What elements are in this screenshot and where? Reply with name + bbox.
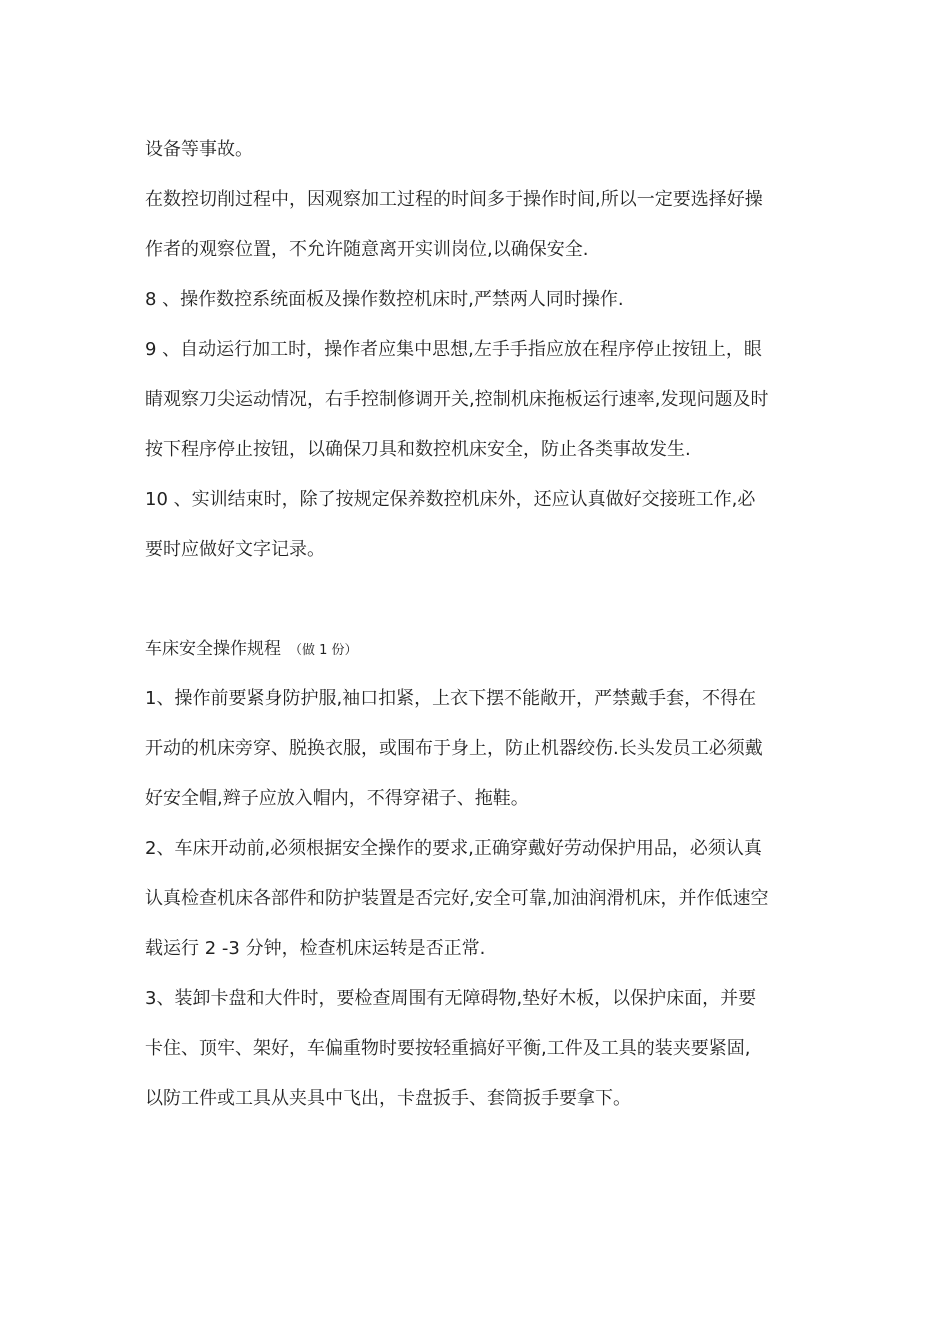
rule-item-8: 8 、操作数控系统面板及操作数控机床时,严禁两人同时操作.: [145, 289, 624, 310]
paragraph-line: 设备等事故。: [145, 139, 253, 160]
paragraph-line: 认真检查机床各部件和防护装置是否完好,安全可靠,加油润滑机床，并作低速空: [145, 888, 769, 909]
paragraph-line: 在数控切削过程中，因观察加工过程的时间多于操作时间,所以一定要选择好操: [145, 189, 763, 210]
paragraph-line: 卡住、顶牢、架好，车偏重物时要按轻重搞好平衡,工件及工具的装夹要紧固,: [145, 1038, 751, 1059]
paragraph-line: 睛观察刀尖运动情况，右手控制修调开关,控制机床拖板运行速率,发现问题及时: [145, 389, 769, 410]
rule-item-2: 2、车床开动前,必须根据安全操作的要求,正确穿戴好劳动保护用品，必须认真: [145, 838, 762, 859]
section-title: 车床安全操作规程: [145, 639, 281, 659]
paragraph-line: 开动的机床旁穿、脱换衣服，或围布于身上，防止机器绞伤.长头发员工必须戴: [145, 738, 763, 759]
section-heading: [145, 636, 358, 664]
rule-item-1: 1、操作前要紧身防护服,袖口扣紧，上衣下摆不能敞开，严禁戴手套，不得在: [145, 688, 757, 709]
paragraph-line: 载运行 2 -3 分钟，检查机床运转是否正常.: [145, 938, 486, 959]
rule-item-9: 9 、自动运行加工时，操作者应集中思想,左手手指应放在程序停止按钮上，眼: [145, 339, 762, 360]
paragraph-line: 以防工件或工具从夹具中飞出，卡盘扳手、套筒扳手要拿下。: [145, 1088, 631, 1109]
rule-item-10: 10 、实训结束时，除了按规定保养数控机床外，还应认真做好交接班工作,必: [145, 489, 756, 510]
paragraph-line: 作者的观察位置，不允许随意离开实训岗位,以确保安全.: [145, 239, 589, 260]
paragraph-line: 好安全帽,辫子应放入帽内，不得穿裙子、拖鞋。: [145, 788, 529, 809]
section-note: （做 1 份）: [289, 643, 358, 658]
paragraph-line: 要时应做好文字记录。: [145, 539, 325, 560]
paragraph-line: 按下程序停止按钮，以确保刀具和数控机床安全，防止各类事故发生.: [145, 439, 691, 460]
rule-item-3: 3、装卸卡盘和大件时，要检查周围有无障碍物,垫好木板，以保护床面，并要: [145, 988, 757, 1009]
